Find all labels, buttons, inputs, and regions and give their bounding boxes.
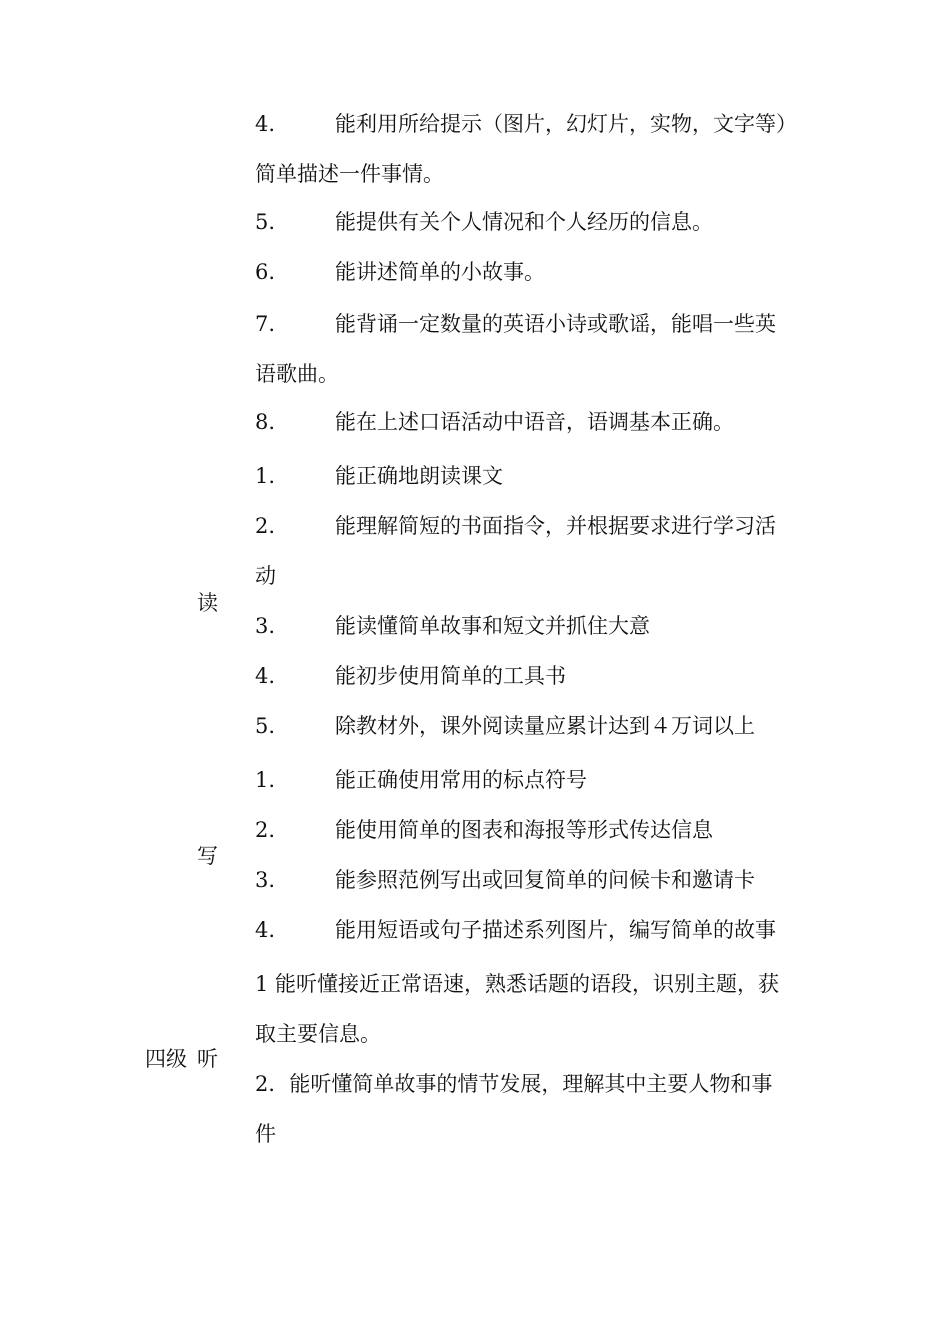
listening-item-1-continuation: 取主要信息。 (255, 1022, 381, 1046)
item-text: 能背诵一定数量的英语小诗或歌谣，能唱一些英 (335, 312, 776, 336)
item-number: 5. (255, 714, 276, 738)
level-label: 四级 (145, 1047, 187, 1071)
item-number: 2. (255, 818, 276, 842)
item-text: 能初步使用简单的工具书 (335, 664, 566, 688)
item-text: 能利用所给提示（图片，幻灯片，实物，文字等） (335, 112, 797, 136)
listening-item-2: 2．能听懂简单故事的情节发展，理解其中主要人物和事 (255, 1072, 773, 1096)
writing-item-4 (255, 917, 776, 943)
item-number: 7. (255, 312, 276, 336)
item-number: 4. (255, 918, 276, 942)
reading-item-2 (255, 513, 776, 539)
item-text: 能理解简短的书面指令，并根据要求进行学习活 (335, 514, 776, 538)
speaking-item-6 (255, 259, 545, 285)
item-number: 1. (255, 464, 276, 488)
speaking-item-7-continuation: 语歌曲。 (255, 362, 339, 386)
speaking-item-7 (255, 311, 776, 337)
item-text: 除教材外，课外阅读量应累计达到４万词以上 (335, 714, 755, 738)
item-text: 能讲述简单的小故事。 (335, 260, 545, 284)
item-text: 能参照范例写出或回复简单的问候卡和邀请卡 (335, 868, 755, 892)
reading-item-1 (255, 463, 503, 489)
reading-item-2-continuation: 动 (255, 564, 276, 588)
item-text: 能使用简单的图表和海报等形式传达信息 (335, 818, 713, 842)
item-number: 2. (255, 514, 276, 538)
listening-label: 听 (197, 1047, 218, 1071)
writing-item-3 (255, 867, 755, 893)
speaking-item-5 (255, 209, 713, 235)
speaking-item-4-continuation: 简单描述一件事情。 (255, 162, 444, 186)
item-number: 4. (255, 664, 276, 688)
item-number: 3. (255, 868, 276, 892)
reading-item-4 (255, 663, 566, 689)
speaking-item-8 (255, 409, 734, 435)
listening-item-2-continuation: 件 (255, 1122, 276, 1146)
item-number: 1. (255, 768, 276, 792)
writing-item-1 (255, 767, 587, 793)
item-number: 5. (255, 210, 276, 234)
reading-item-3 (255, 613, 650, 639)
item-text: 能读懂简单故事和短文并抓住大意 (335, 614, 650, 638)
speaking-item-4 (255, 111, 797, 137)
writing-item-2 (255, 817, 713, 843)
item-text: 能在上述口语活动中语音，语调基本正确。 (335, 410, 734, 434)
listening-item-1: 1 能听懂接近正常语速，熟悉话题的语段，识别主题，获 (255, 972, 780, 996)
reading-item-5 (255, 713, 755, 739)
item-number: 6. (255, 260, 276, 284)
item-number: 4. (255, 112, 276, 136)
item-text: 能提供有关个人情况和个人经历的信息。 (335, 210, 713, 234)
reading-label: 读 (197, 591, 218, 615)
item-text: 能用短语或句子描述系列图片，编写简单的故事 (335, 918, 776, 942)
item-text: 能正确使用常用的标点符号 (335, 768, 587, 792)
writing-label: 写 (197, 844, 218, 868)
item-text: 能正确地朗读课文 (335, 464, 503, 488)
item-number: 8. (255, 410, 276, 434)
item-number: 3. (255, 614, 276, 638)
